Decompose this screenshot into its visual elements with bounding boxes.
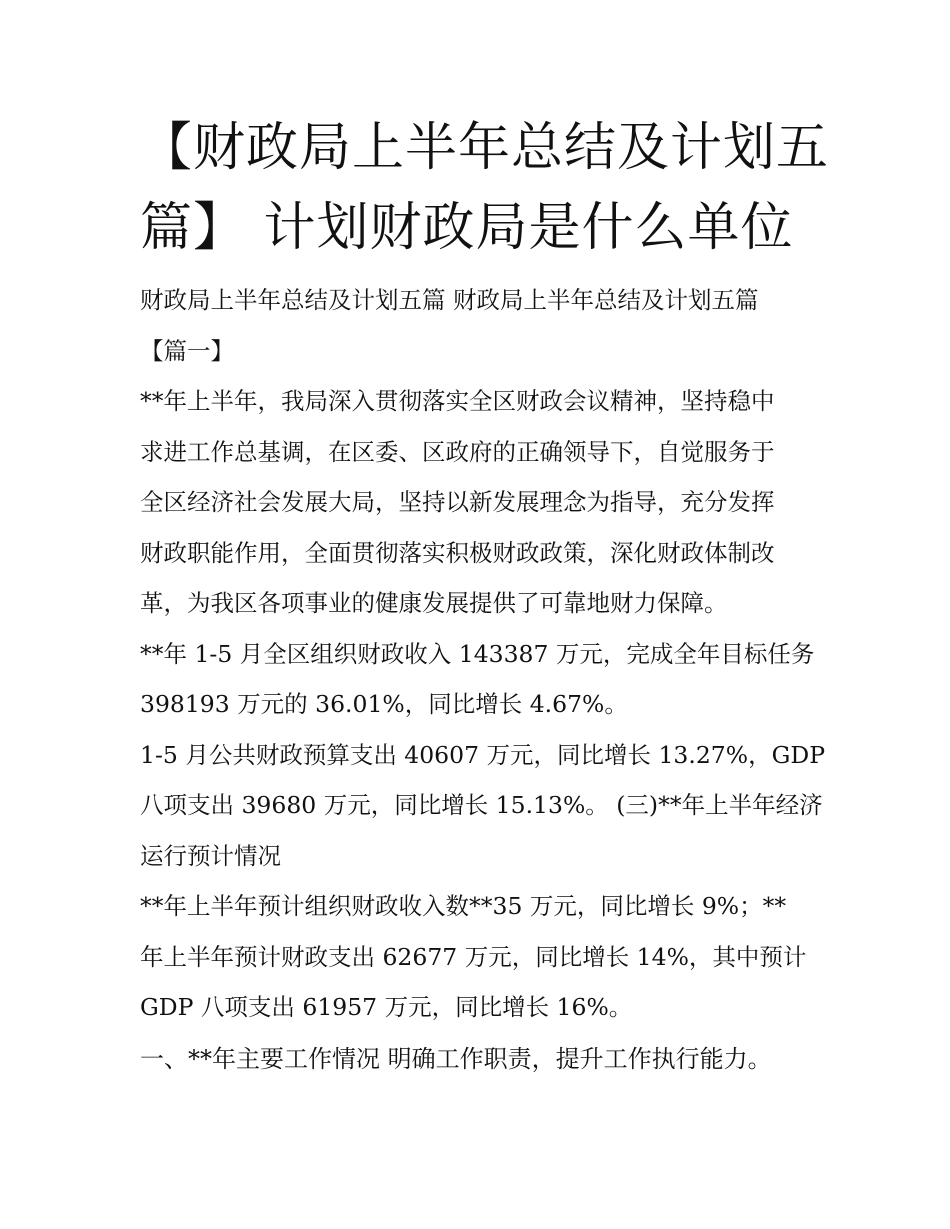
- paragraph-line: 财政职能作用，全面贯彻落实积极财政政策，深化财政体制改: [140, 539, 775, 567]
- document-title-line-1: 【财政局上半年总结及计划五: [140, 118, 830, 178]
- section-heading: 【篇一】: [140, 337, 234, 365]
- paragraph-line: **年上半年预计组织财政收入数**35 万元，同比增长 9%；**: [140, 892, 787, 920]
- paragraph-line: 398193 万元的 36.01%，同比增长 4.67%。: [140, 690, 628, 718]
- paragraph-line: 革，为我区各项事业的健康发展提供了可靠地财力保障。: [140, 589, 728, 617]
- paragraph-line: 1-5 月公共财政预算支出 40607 万元，同比增长 13.27%，GDP: [140, 741, 826, 769]
- paragraph-line: 求进工作总基调，在区委、区政府的正确领导下，自觉服务于: [140, 438, 775, 466]
- paragraph-line: **年上半年，我局深入贯彻落实全区财政会议精神，坚持稳中: [140, 387, 775, 415]
- paragraph-line: **年 1-5 月全区组织财政收入 143387 万元，完成全年目标任务: [140, 640, 815, 668]
- paragraph-line: GDP 八项支出 61957 万元，同比增长 16%。: [140, 993, 633, 1021]
- paragraph-line: 八项支出 39680 万元，同比增长 15.13%。 (三)**年上半年经济: [140, 791, 823, 819]
- paragraph-line: 年上半年预计财政支出 62677 万元，同比增长 14%，其中预计: [140, 943, 807, 971]
- document-title-line-2: 篇】 计划财政局是什么单位: [140, 198, 794, 258]
- paragraph-line: 一、**年主要工作情况 明确工作职责，提升工作执行能力。: [140, 1045, 772, 1073]
- paragraph-line: 全区经济社会发展大局，坚持以新发展理念为指导，充分发挥: [140, 488, 775, 516]
- paragraph-line: 运行预计情况: [140, 842, 281, 870]
- subtitle-line: 财政局上半年总结及计划五篇 财政局上半年总结及计划五篇: [140, 286, 759, 314]
